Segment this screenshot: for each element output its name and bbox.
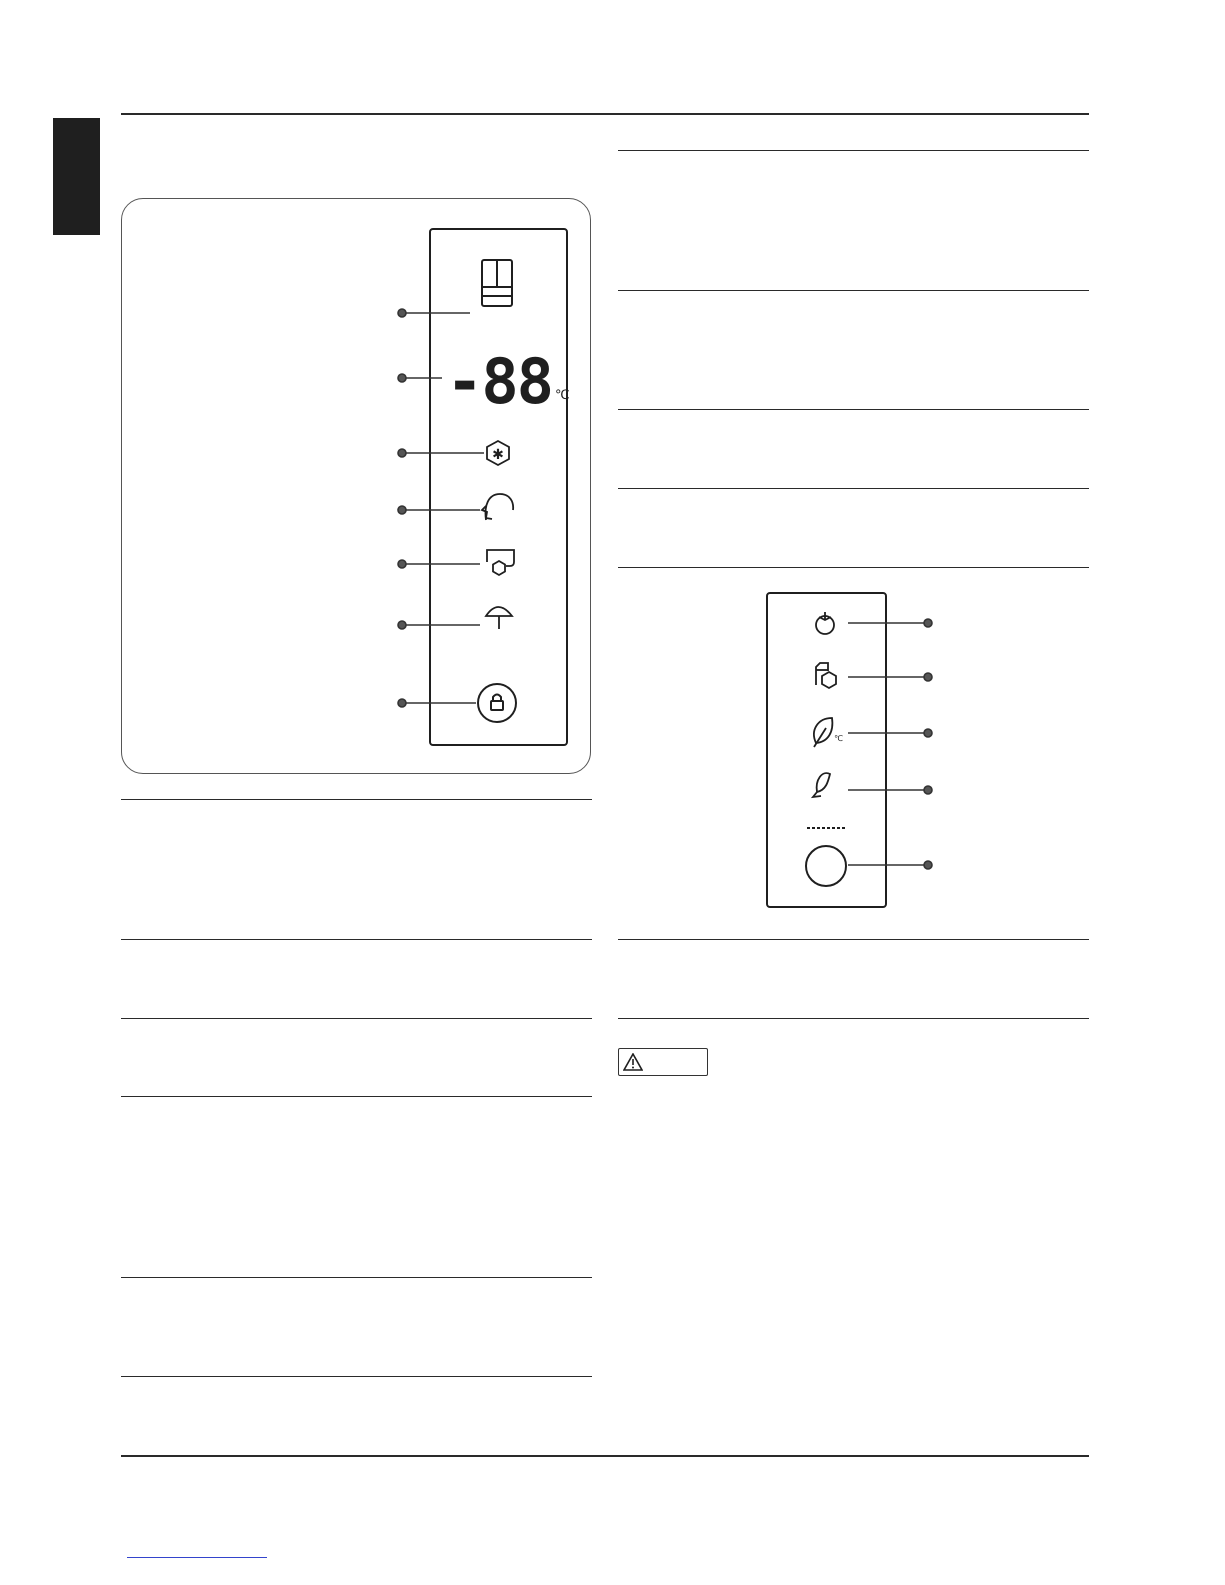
ice-cube-icon (487, 550, 514, 575)
leaf-unit-mark: ℃ (834, 734, 843, 743)
right-rule-1 (618, 150, 1089, 151)
temperature-display (446, 343, 570, 418)
left-rule-6 (121, 1376, 592, 1377)
left-rule-5 (121, 1277, 592, 1278)
right-rule-2 (618, 290, 1089, 291)
tomato-icon (816, 612, 834, 634)
right-rule-6 (618, 939, 1089, 940)
secondary-panel-frame (767, 593, 886, 907)
child-face-icon (482, 494, 513, 520)
warning-triangle-icon (623, 1053, 643, 1071)
lock-button-icon (478, 684, 516, 722)
temperature-readout: -88 (446, 345, 552, 418)
secondary-callouts (848, 619, 932, 869)
bottom-link-underline[interactable] (127, 1557, 267, 1558)
select-button (806, 846, 846, 886)
svg-text:✱: ✱ (492, 447, 504, 463)
right-rule-5 (618, 567, 1089, 568)
holiday-umbrella-icon (486, 607, 512, 629)
right-rule-4 (618, 488, 1089, 489)
super-freeze-icon (487, 441, 509, 465)
left-rule-2 (121, 939, 592, 940)
fridge-freezer-icon (482, 260, 512, 306)
left-rule-4 (121, 1096, 592, 1097)
right-rule-7 (618, 1018, 1089, 1019)
left-rule-3 (121, 1018, 592, 1019)
temperature-unit: ℃ (554, 388, 570, 403)
footer-rule (121, 1455, 1089, 1457)
warning-box (618, 1048, 708, 1076)
right-rule-3 (618, 409, 1089, 410)
milk-icon (816, 663, 836, 688)
leaf-icon (814, 718, 832, 747)
fish-freeze-icon (813, 773, 830, 797)
left-rule-1 (121, 799, 592, 800)
